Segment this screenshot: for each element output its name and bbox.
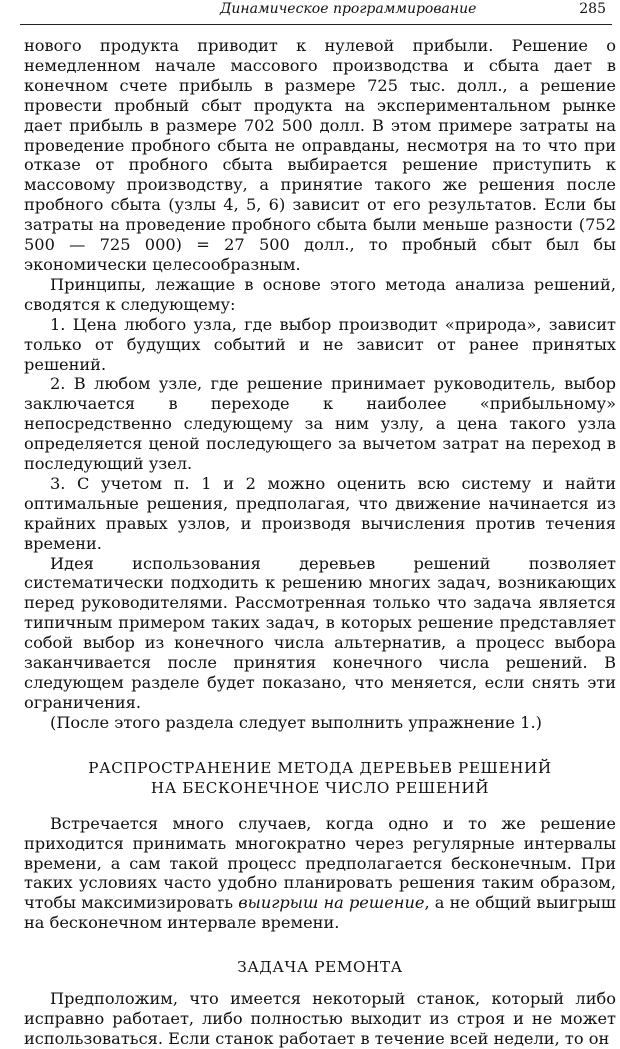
paragraph-decision-trees: Идея использования деревьев решений позволяет систематически подходить к решению многих задач, возникающих перед руководителями. Рассмотренная только что задача является типичным примером таких задач, в которых решение представляет собой выбор из конечного числа альтернатив, а процесс выбора заканчивается после принятия конечного числа решений. В следующем разделе будет показано, что меняется, если снять эти ограничения. <box>24 553 616 712</box>
section-title-line-1: РАСПРОСТРАНЕНИЕ МЕТОДА ДЕРЕВЬЕВ РЕШЕНИЙ <box>88 758 552 777</box>
paragraph-principles-intro: Принципы, лежащие в основе этого метода анализа решений, сводятся к следующему: <box>24 274 616 314</box>
body-text <box>24 36 616 1049</box>
section-heading-infinite-decisions <box>24 758 616 798</box>
paragraph-continuation: нового продукта приводит к нулевой прибыли. Решение о немедленном начале массового производства и сбыта дает в конечном счете прибыль в размере 725 тыс. долл., а решение провести пробный сбыт продукта на экспериментальном рынке дает прибыль в размере 702 500 долл. В этом примере затраты на проведение пробного сбыта не оправданы, несмотря на то что при отказе от пробного сбыта выбирается решение приступить к массовому производству, а принятие такого же решения после пробного сбыта (узлы 4, 5, 6) зависит от его результатов. Если бы затраты на проведение пробного сбыта были меньше разности (752 500 — 725 000) = 27 500 долл., то пробный сбыт был бы экономически целесообразным. <box>24 36 616 274</box>
section-heading-repair-problem <box>24 957 616 977</box>
paragraph-text-end: , а не общий выигрыш на бесконечном интервале времени. <box>24 893 616 933</box>
running-header <box>20 0 612 25</box>
section-title-line-2: НА БЕСКОНЕЧНОЕ ЧИСЛО РЕШЕНИЙ <box>150 778 490 797</box>
paragraph-text-start: Встречается много случаев, когда одно и то же решение приходится принимать многократно через регулярные интервалы времени, а сам такой процесс предполагается бесконечным. При таких условиях часто удобно планировать решения таким образом, чтобы максимизировать <box>24 813 616 913</box>
exercise-note: (После этого раздела следует выполнить упражнение 1.) <box>50 712 542 732</box>
paragraph-infinite-decisions <box>24 814 616 933</box>
emphasized-term: выигрыш на решение <box>238 893 425 913</box>
page-number: 285 <box>579 1 606 17</box>
principle-2: 2. В любом узле, где решение принимает руководитель, выбор заключается в переходе к наиболее «прибыльному» непосредственно следующему за ним узлу, а цена такого узла определяется ценой последующего за вычетом затрат на переход в последующий узел. <box>24 374 616 474</box>
book-page <box>14 0 616 1048</box>
paragraph-repair-problem: Предположим, что имеется некоторый станок, который либо исправно работает, либо полностью выходит из строя и не может использоваться. Если станок работает в течение всей недели, то он <box>24 989 616 1048</box>
principle-3: 3. С учетом п. 1 и 2 можно оценить всю систему и найти оптимальные решения, предполагая, что движение начинается из крайних правых узлов, и производя вычисления против течения времени. <box>24 473 616 553</box>
running-title: Динамическое программирование <box>220 1 477 17</box>
principle-1: 1. Цена любого узла, где выбор производит «природа», зависит только от будущих событий и не зависит от ранее принятых решений. <box>24 314 616 374</box>
section-title-repair: ЗАДАЧА РЕМОНТА <box>237 958 403 977</box>
